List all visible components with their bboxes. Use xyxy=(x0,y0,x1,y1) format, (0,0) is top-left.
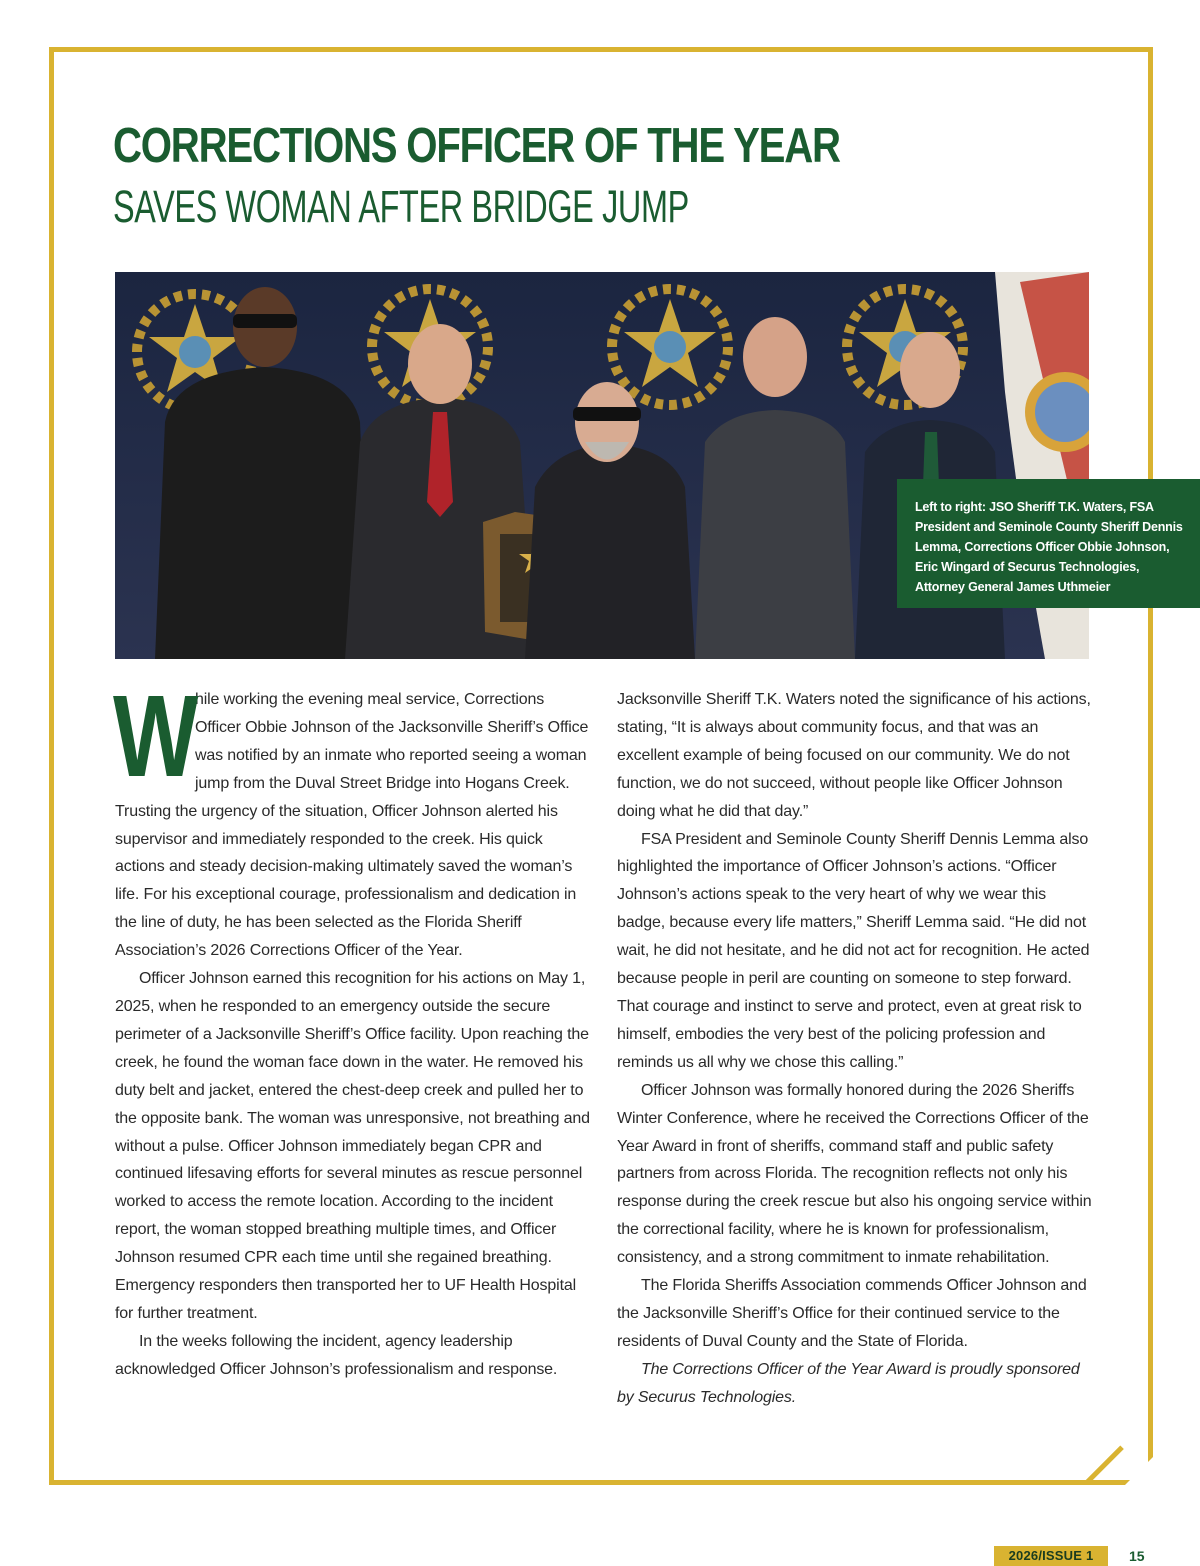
paragraph: The Florida Sheriffs Association commends Officer Johnson and the Jacksonville Sheriff’s Office for their continued service to the residents of Duval County and the State of Florida. xyxy=(617,1277,1087,1350)
paragraph: FSA President and Seminole County Sheriff Dennis Lemma also highlighted the importance of Officer Johnson’s actions. “Officer Johnson’s actions speak to the very heart of why we wear this badge, because every life matters,” Sheriff Lemma said. “He did not wait, he did not hesitate, and he did not act for recognition. He acted because people in peril are counting on someone to step forward. That courage and instinct to serve and protect, even at great risk to himself, embodies the very best of the policing profession and reminds us all why we chose this calling.” xyxy=(617,830,1090,1071)
issue-badge: 2026/ISSUE 1 xyxy=(994,1546,1108,1566)
article-column-right xyxy=(617,686,1095,1412)
article-headline: CORRECTIONS OFFICER OF THE YEAR xyxy=(113,119,840,173)
paragraph: Officer Johnson was formally honored during the 2026 Sheriffs Winter Conference, where he received the Corrections Officer of the Year Award in front of sheriffs, command staff and public safety partners from across Florida. The recognition reflects not only his response during the creek rescue but also his ongoing service within the correctional facility, where he is known for professionalism, consistency, and a strong commitment to inmate rehabilitation. xyxy=(617,1081,1092,1267)
page-number: 15 xyxy=(1129,1548,1145,1564)
paragraph xyxy=(113,671,593,965)
paragraph: In the weeks following the incident, agency leadership acknowledged Officer Johnson’s professionalism and response. xyxy=(115,1332,558,1378)
paragraph: Officer Johnson earned this recognition for his actions on May 1, 2025, when he responded to an emergency outside the secure perimeter of a Jacksonville Sheriff’s Office facility. Upon reaching the creek, he found the woman face down in the water. He removed his duty belt and jacket, entered the chest-deep creek and pulled her to the opposite bank. The woman was unresponsive, not breathing and without a pulse. Officer Johnson immediately began CPR and continued lifesaving efforts for several minutes as rescue personnel worked to access the remote location. According to the incident report, the woman stopped breathing multiple times, and Officer Johnson resumed CPR each time until she regained breathing. Emergency responders then transported her to UF Health Hospital for further treatment. xyxy=(115,970,590,1322)
article-subhead: SAVES WOMAN AFTER BRIDGE JUMP xyxy=(113,181,689,232)
article-column-left xyxy=(113,671,593,1384)
paragraph-text: hile working the evening meal service, Corrections Officer Obbie Johnson of the Jacksonville Sheriff’s Office was notified by an inmate who reported seeing a woman jump from the Duval Street Bridge into Hogans Creek. Trusting the urgency of the situation, Officer Johnson alerted his supervisor and immediately responded to the creek. His quick actions and steady decision-making ultimately saved the woman’s life. For his exceptional courage, professionalism and dedication in the line of duty, he has been selected as the Florida Sheriff Association’s 2026 Corrections Officer of the Year. xyxy=(115,691,589,960)
sponsor-note: The Corrections Officer of the Year Award is proudly sponsored by Securus Technologies. xyxy=(617,1360,1080,1406)
drop-cap: W xyxy=(113,671,199,801)
photo-caption: Left to right: JSO Sheriff T.K. Waters, FSA President and Seminole County Sheriff Dennis Lemma, Corrections Officer Obbie Johnson, Eric Wingard of Securus Technologies, Attorney General James Uthmeier xyxy=(915,500,1183,594)
photo-caption-box xyxy=(897,479,1200,608)
paragraph: Jacksonville Sheriff T.K. Waters noted the significance of his actions, stating, “It is always about community focus, and that was an excellent example of being focused on our community. We do not function, we do not succeed, without people like Officer Johnson doing what he did that day.” xyxy=(617,691,1091,820)
